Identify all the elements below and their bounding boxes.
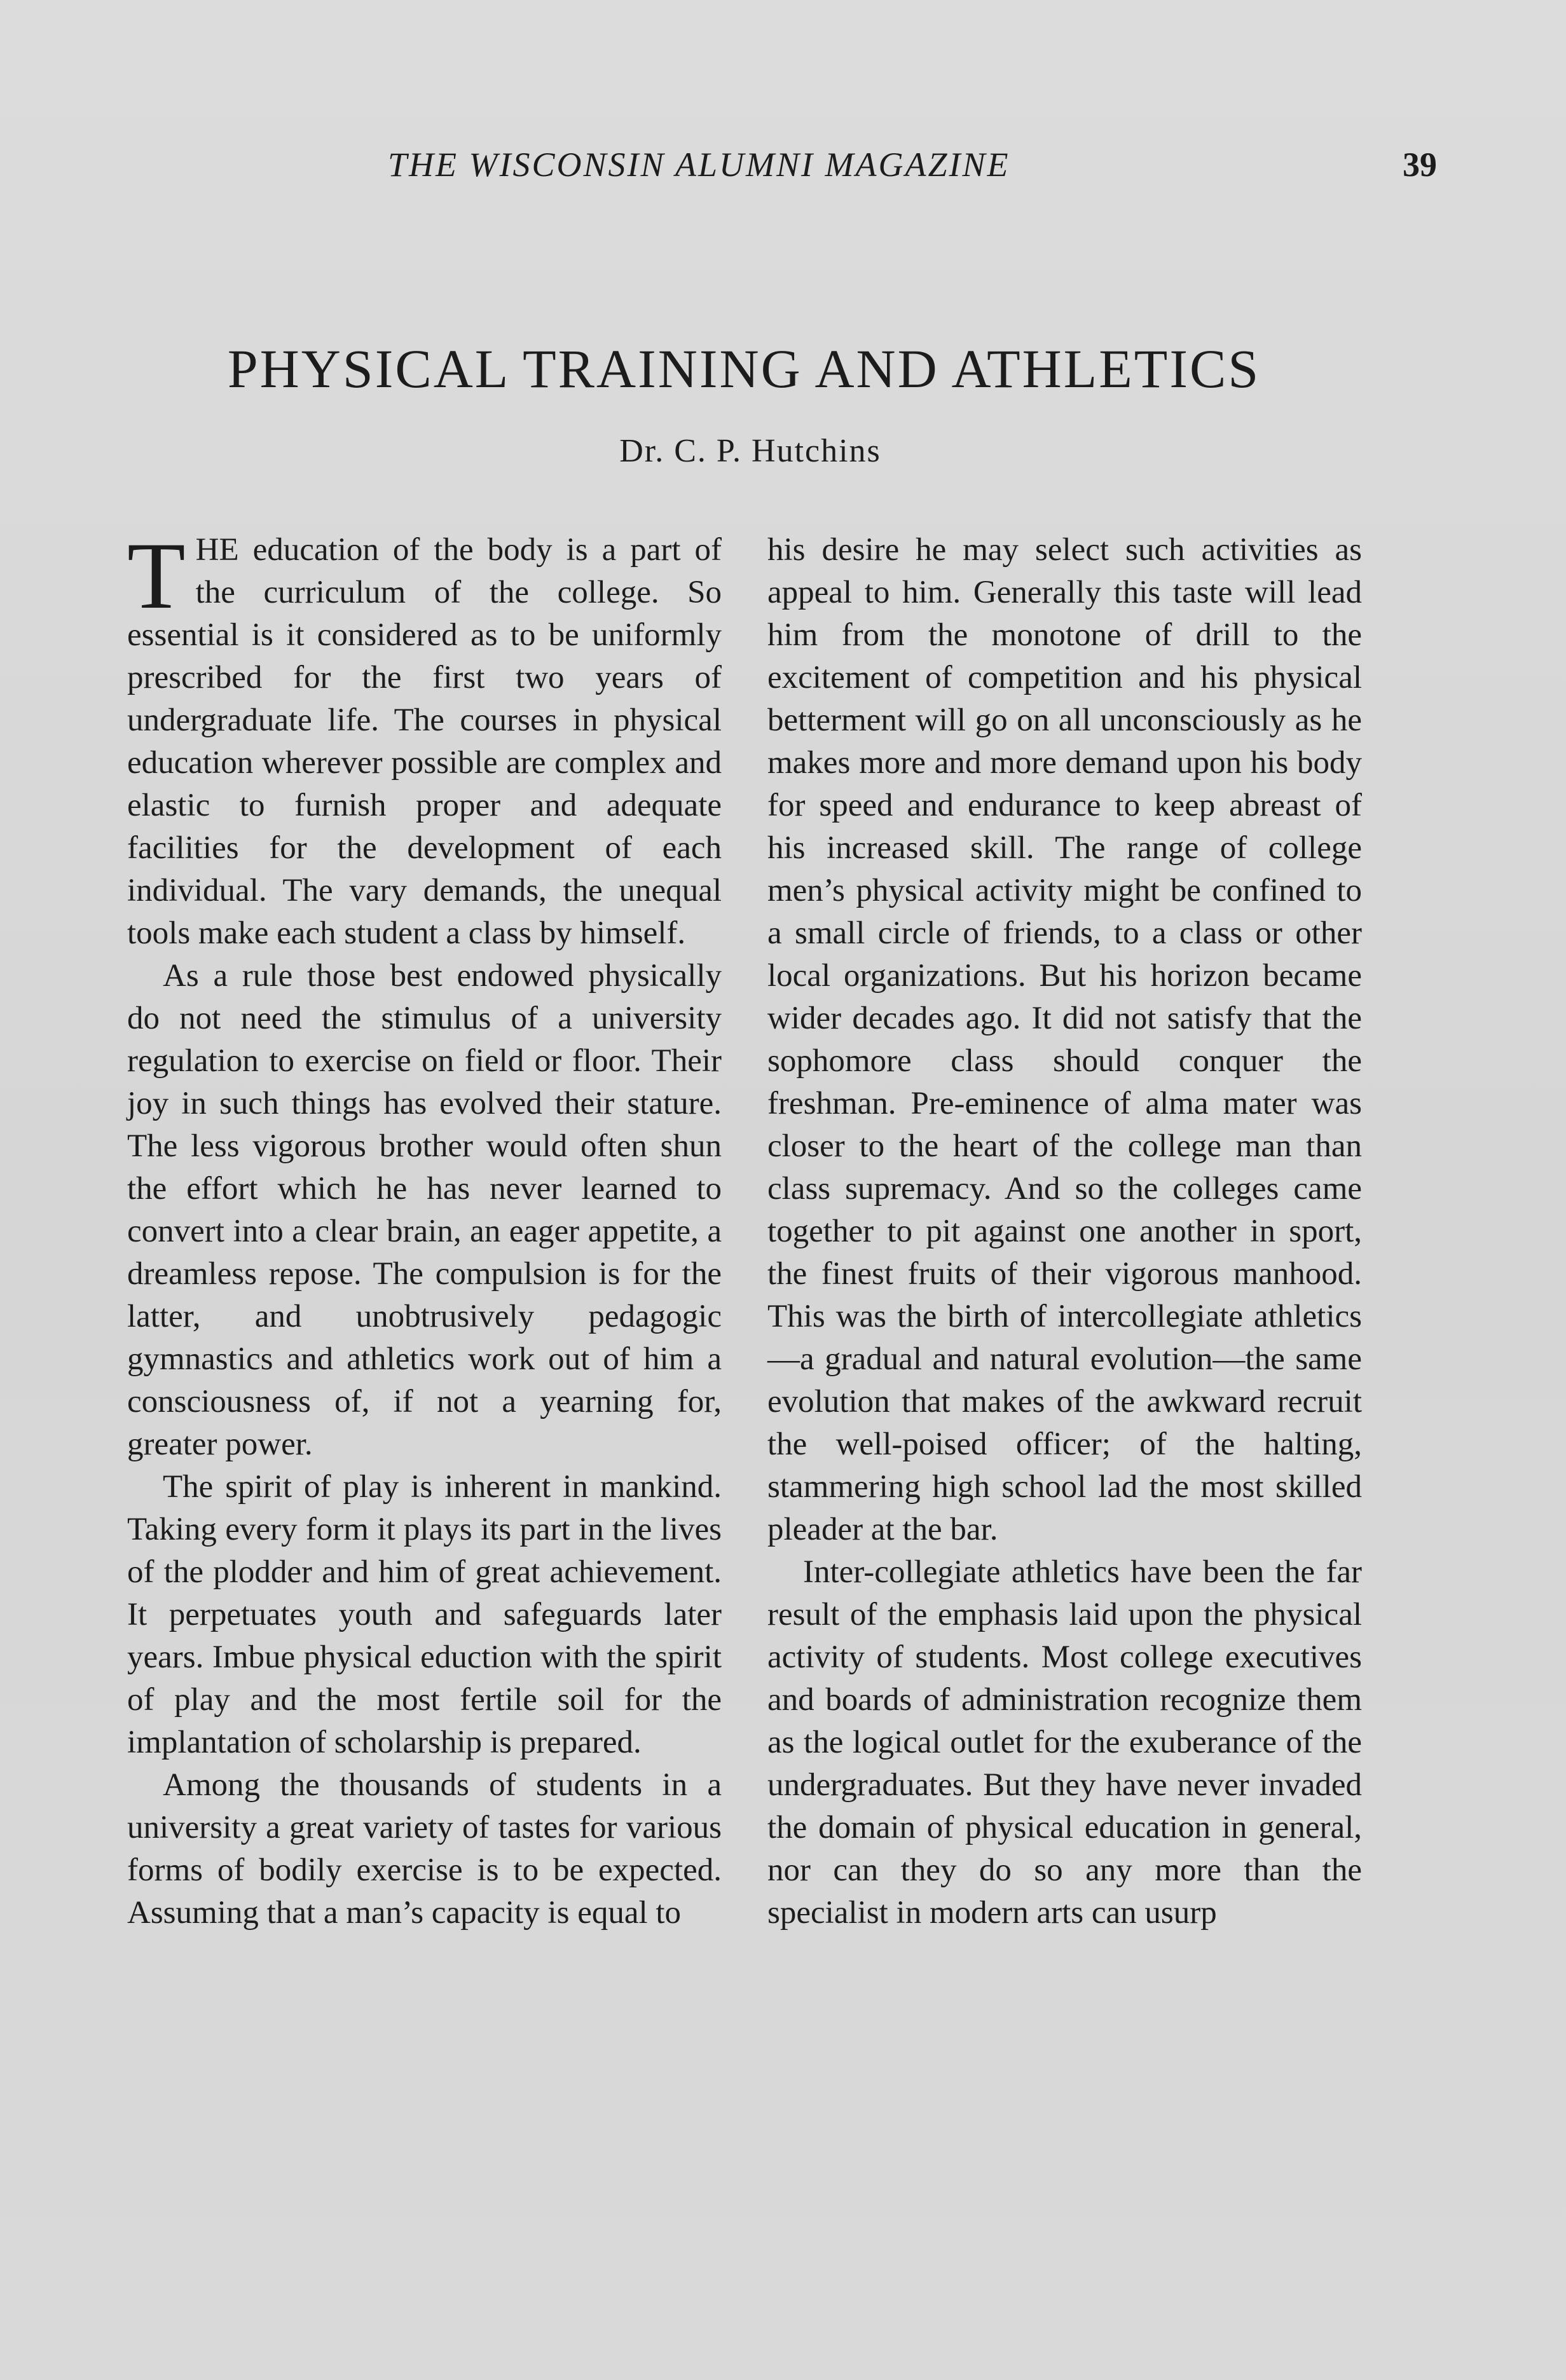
running-title: THE WISCONSIN ALUMNI MAGAZINE xyxy=(388,146,1010,184)
text-column-left xyxy=(127,523,722,1934)
paragraph-1-text: HE education of the body is a part of the curriculum of the college. So essential is it considered as to be uniformly prescribed for the first two years of undergraduate life. The courses in physical education wherever possible are complex and elastic to furnish proper and adequate facilities for the development of each individual. The vary demands, the unequal tools make each student a class by himself. xyxy=(127,532,722,951)
drop-cap: T xyxy=(127,523,186,629)
author-byline: Dr. C. P. Hutchins xyxy=(619,433,881,469)
paragraph-1 xyxy=(127,523,722,955)
paragraph-5: Inter-collegiate athletics have been the far result of the emphasis laid upon the physical activity of students. Most college executives and boards of administration recognize them as the logical outlet for the exuberance of the undergraduates. But they have never invaded the domain of physical education in general, nor can they do so any more than the specialist in modern arts can usurp xyxy=(767,1554,1362,1931)
paragraph-4-continued: his desire he may select such activities as appeal to him. Generally this taste will lead him from the monotone of drill to the excitement of competition and his physical betterment will go on all unconsciously as he makes more and more demand upon his body for speed and endurance to keep abreast of his increased skill. The range of college men’s physical activity might be confined to a small circle of friends, to a class or other local organizations. But his horizon became wider decades ago. It did not satisfy that the sophomore class should conquer the freshman. Pre-eminence of alma mater was closer to the heart of the college man than class supremacy. And so the colleges came together to pit against one another in sport, the finest fruits of their vigorous manhood. This was the birth of intercollegiate athletics—a gradual and natural evolution—the same evolution that makes of the awkward recruit the well-poised officer; of the halting, stammering high school lad the most skilled pleader at the bar. xyxy=(767,532,1362,1547)
text-column-right xyxy=(767,529,1362,1934)
article-title: PHYSICAL TRAINING AND ATHLETICS xyxy=(227,338,1261,399)
paragraph-4: Among the thousands of students in a university a great variety of tastes for various forms of bodily exercise is to be expected. Assuming that a man’s capacity is equal to xyxy=(127,1767,722,1931)
paragraph-2: As a rule those best endowed physically do not need the stimulus of a university regulation to exercise on field or floor. Their joy in such things has evolved their stature. The less vigorous brother would often shun the effort which he has never learned to convert into a clear brain, an eager appetite, a dreamless repose. The compulsion is for the latter, and unobtrusively pedagogic gymnastics and athletics work out of him a consciousness of, if not a yearning for, greater power. xyxy=(127,958,722,1462)
paragraph-3: The spirit of play is inherent in mankind. Taking every form it plays its part in the lives of the plodder and him of great achievement. It perpetuates youth and safeguards later years. Imbue physical eduction with the spirit of play and the most fertile soil for the implantation of scholarship is prepared. xyxy=(127,1469,722,1760)
page-number: 39 xyxy=(1403,146,1437,184)
running-head xyxy=(127,145,1437,202)
